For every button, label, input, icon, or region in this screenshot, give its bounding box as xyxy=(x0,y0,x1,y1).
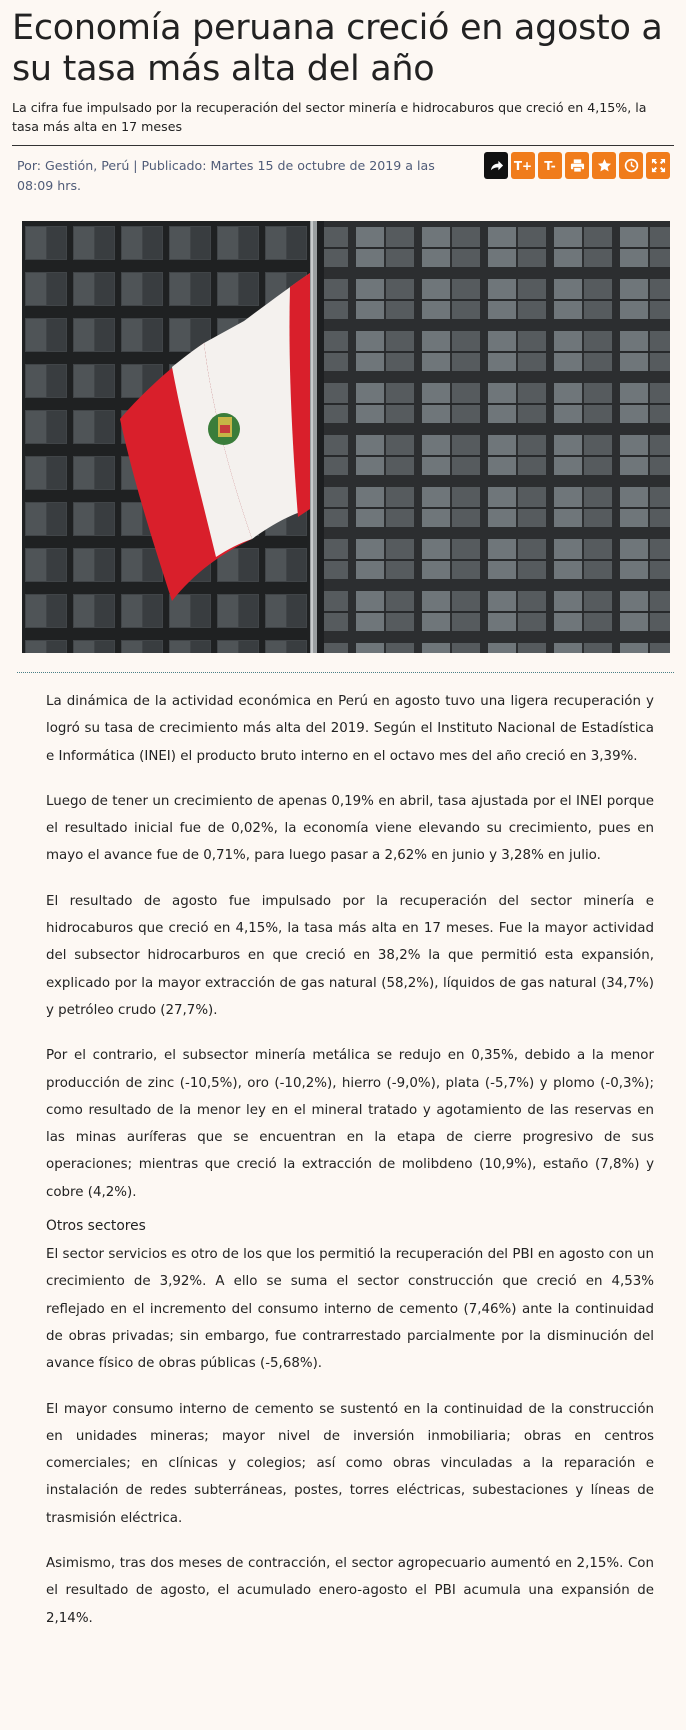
article-byline: Por: Gestión, Perú | Publicado: Martes 15 de octubre de 2019 a las 08:09 hrs. xyxy=(17,158,435,193)
section-heading: Otros sectores xyxy=(46,1218,146,1235)
article-paragraph: El mayor consumo interno de cemento se sustentó en la continuidad de la construcción en unidades mineras; mayor nivel de inversión inmobiliaria; obras en centros comerciales; en clínicas y colegios; así como obras vinculadas a la reparación e instalación de redes subterráneas, postes, torres eléctricas, subestaciones y líneas de trasmisión eléctrica. xyxy=(46,1401,654,1526)
clock-icon xyxy=(624,158,639,173)
article-paragraph: Luego de tener un crecimiento de apenas 0,19% en abril, tasa ajustada por el INEI porque el resultado inicial fue de 0,02%, la economía viene elevando su crecimiento, pues en mayo el avance fue de 0,71%, para luego pasar a 2,62% en junio y 3,28% en julio. xyxy=(46,793,654,864)
content-divider xyxy=(17,672,674,673)
history-button[interactable] xyxy=(619,152,643,179)
article-body xyxy=(46,688,654,1650)
print-icon xyxy=(570,158,585,173)
font-increase-button[interactable]: T+ xyxy=(511,152,535,179)
header-divider xyxy=(12,145,674,146)
print-button[interactable] xyxy=(565,152,589,179)
article-paragraph: La dinámica de la actividad económica en Perú en agosto tuvo una ligera recuperación y logró su tasa de crecimiento más alta del 2019. Según el Instituto Nacional de Estadística e Informática (INEI) el producto bruto interno en el octavo mes del año creció en 3,39%. xyxy=(46,694,654,764)
article-subtitle: La cifra fue impulsado por la recuperación del sector minería e hidrocaburos que creció en 4,15%, la tasa más alta en 17 meses xyxy=(12,100,647,134)
article-paragraph: El resultado de agosto fue impulsado por la recuperación del sector minería e hidrocaburos que creció en 4,15%, la tasa más alta en 17 meses. Fue la mayor actividad del subsector hidrocarburos en que creció en 38,2% la que permitió esta expansión, explicado por la mayor extracción de gas natural (58,2%), líquidos de gas natural (34,7%) y petróleo crudo (27,7%). xyxy=(46,893,654,1018)
font-decrease-button[interactable]: T- xyxy=(538,152,562,179)
article-paragraph: Asimismo, tras dos meses de contracción, el sector agropecuario aumentó en 2,15%. Con el resultado de agosto, el acumulado enero-agosto el PBI acumula una expansión de 2,14%. xyxy=(46,1556,654,1626)
fullscreen-button[interactable] xyxy=(646,152,670,179)
article-paragraph: Por el contrario, el subsector minería metálica se redujo en 0,35%, debido a la menor producción de zinc (-10,5%), oro (-10,2%), hierro (-9,0%), plata (-5,7%) y plomo (-0,3%); como resultado de la menor ley en el mineral tratado y agotamiento de las reservas en las minas auríferas que se encuentran en la etapa de cierre progresivo de sus operaciones; mientras que creció la extracción de molibdeno (10,9%), estaño (7,8%) y cobre (4,2%). xyxy=(46,1048,654,1200)
favorite-button[interactable] xyxy=(592,152,616,179)
expand-icon xyxy=(651,158,666,173)
star-icon xyxy=(597,158,612,173)
article-headline: Economía peruana creció en agosto a su tasa más alta del año xyxy=(12,8,663,89)
peru-flag-image xyxy=(22,221,670,653)
article-toolbar xyxy=(484,152,670,179)
share-button[interactable] xyxy=(484,152,508,179)
share-arrow-icon xyxy=(489,158,504,173)
article-paragraph: El sector servicios es otro de los que los permitió la recuperación del PBI en agosto con un crecimiento de 3,92%. A ello se suma el sector construcción que creció en 4,53% reflejado en el incremento del consumo interno de cemento (7,46%) ante la continuidad de obras privadas; sin embargo, fue contrarrestado parcialmente por la disminución del avance físico de obras públicas (-5,68%). xyxy=(46,1247,654,1372)
